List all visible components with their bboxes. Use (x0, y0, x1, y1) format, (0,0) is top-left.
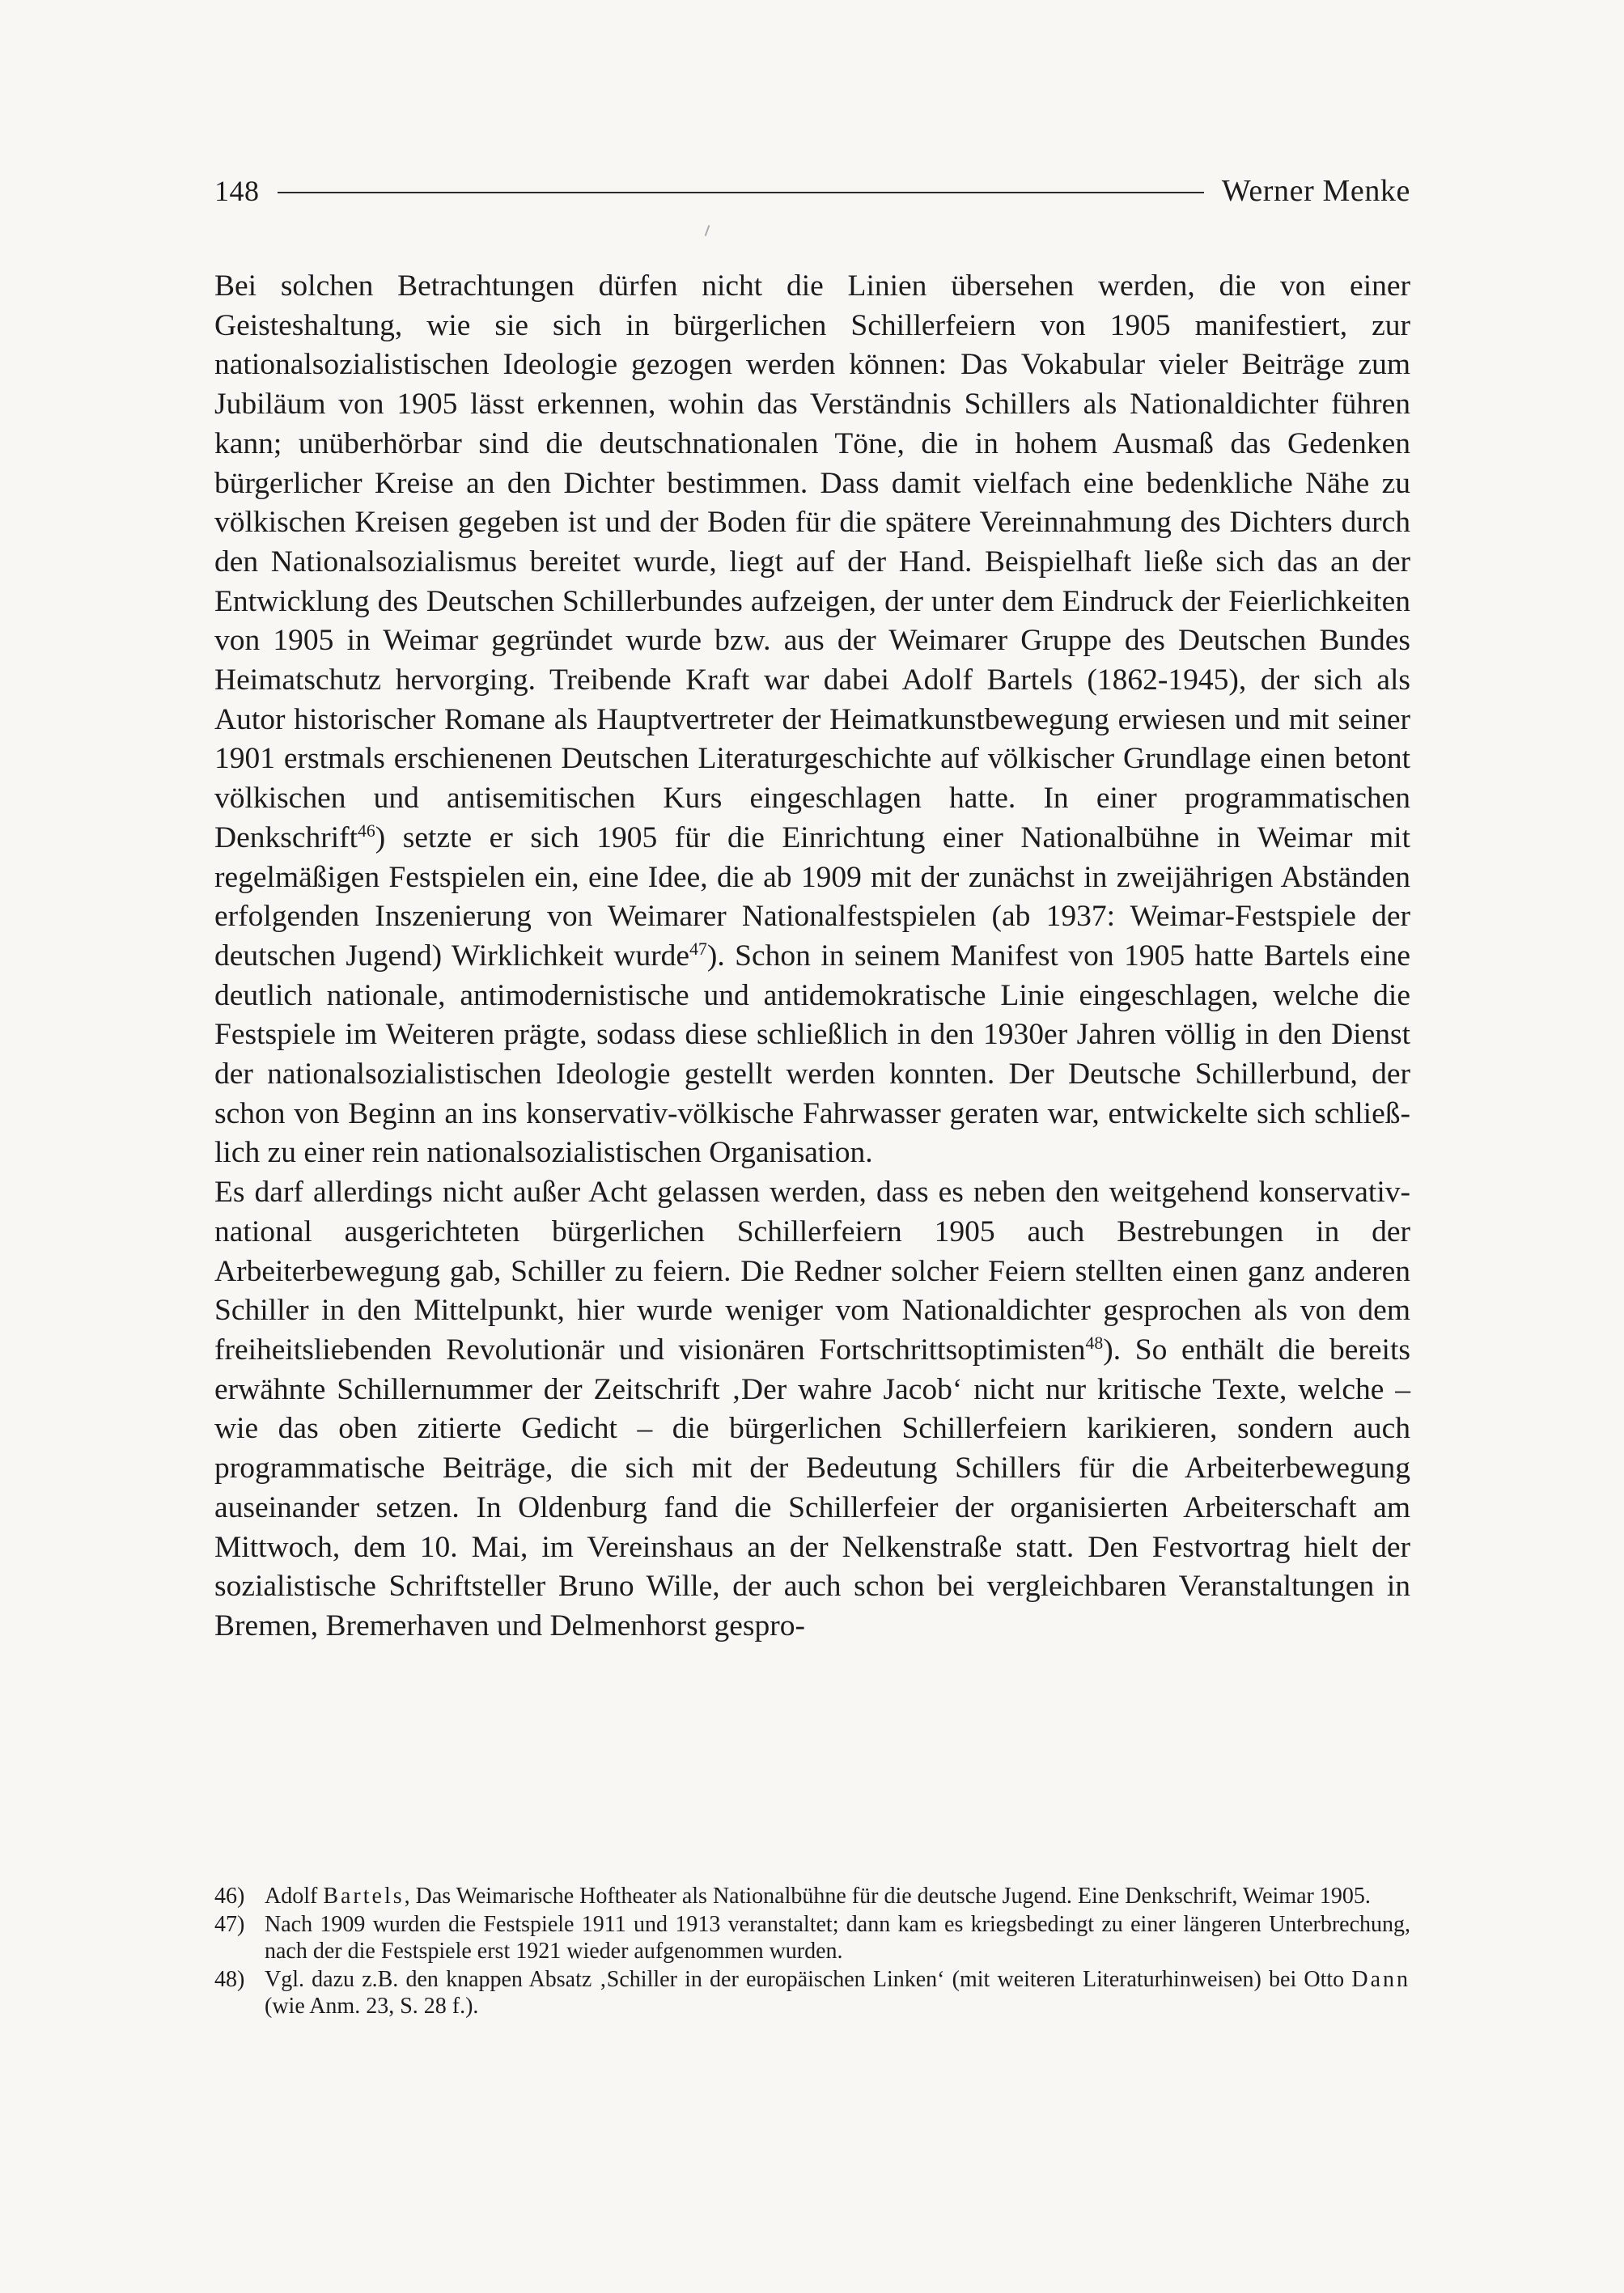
running-header (214, 168, 1410, 214)
footnote-46 (214, 1883, 1410, 1909)
paragraph-1-text-a: Bei solchen Betrachtungen dürfen nicht die Linien übersehen werden, die von einer Geisteshaltung, wie sie sich in bürgerlichen Schillerfeiern von 1905 manifestiert, zur nationalsozialistischen Ideologie gezogen werden können: Das Vokabular vieler Beiträge zum Jubiläum von 1905 lässt erkennen, wohin das Verständnis Schillers als Nationaldichter führen kann; unüberhörbar sind die deutschnationalen Töne, die in hohem Ausmaß das Gedenken bürgerlicher Kreise an den Dichter bestimmen. Dass damit vielfach eine bedenkliche Nähe zu völkischen Kreisen gegeben ist und der Boden für die spätere Vereinnahmung des Dichters durch den Nationalsozialismus bereitet wurde, liegt auf der Hand. Beispielhaft ließe sich das an der Entwicklung des Deutschen Schillerbundes aufzeigen, der unter dem Eindruck der Feierlichkeiten von 1905 in Weimar gegründet wurde bzw. aus der Weimarer Gruppe des Deutschen Bundes Heimatschutz hervorging. Treibende Kraft war dabei Adolf Bartels (1862-1945), der sich als Autor historischer Romane als Hauptvertreter der Heimatkunstbewegung erwiesen und mit seiner 1901 erstmals erschienenen Deutschen Literaturgeschichte auf völkischer Grundlage einen betont völkischen und antisemitischen Kurs eingeschlagen hatte. In einer programmatischen Denkschrift (214, 269, 1410, 854)
footnote-ref-46: 46 (358, 820, 375, 841)
footnote-ref-47: 47 (689, 939, 707, 959)
main-text (214, 267, 1410, 1647)
paragraph-2-text-b: ). So enthält die bereits erwähnte Schillernummer der Zeitschrift ‚Der wahre Jacob‘ nicht nur kritische Texte, welche – wie das oben zitierte Gedicht – die bürgerlichen Schillerfeiern karikieren, sondern auch programmatische Beiträge, die sich mit der Bedeutung Schillers für die Arbeiterbewegung auseinander setzen. In Oldenburg fand die Schillerfeier der organisierten Arbeiterschaft am Mittwoch, dem 10. Mai, im Vereinshaus an der Nelkenstraße statt. Den Festvortrag hielt der sozialistische Schriftsteller Bruno Wille, der auch schon bei vergleichbaren Veranstaltungen in Bremen, Bremerhaven und Delmenhorst gespro- (214, 1333, 1410, 1642)
header-rule (278, 192, 1204, 193)
footnote-ref-48: 48 (1085, 1333, 1104, 1353)
footnote-text-pre: Vgl. dazu z.B. den knappen Absatz ‚Schiller in der europäischen Linken‘ (mit weiteren Literaturhinweisen) bei Otto (265, 1967, 1352, 1992)
footnote-text (265, 1966, 1410, 2020)
footnote-text (265, 1883, 1410, 1909)
footnote-text-post: (wie Anm. 23, S. 28 f.). (265, 1994, 479, 2019)
paragraph-2-text-a: Es darf allerdings nicht außer Acht gelassen werden, dass es neben den weitgehend konservativ-national ausgerichteten bürgerlichen Schillerfeiern 1905 auch Bestrebungen in der Arbeiterbewegung gab, Schiller zu feiern. Die Redner solcher Feiern stellten einen ganz anderen Schiller in den Mittelpunkt, hier wurde weniger vom Nationaldichter gesprochen als von dem freiheitsliebenden Revolutionär und visionären Fortschrittsoptimisten (214, 1176, 1410, 1367)
print-mark (705, 225, 710, 236)
footnote-author-name: Dann (1351, 1967, 1410, 1992)
footnote-text (265, 1911, 1410, 1965)
footnote-text-post: , Das Weimarische Hoftheater als Nationalbühne für die deutsche Jugend. Eine Denkschrift, Weimar 1905. (404, 1884, 1371, 1909)
footnote-number: 46) (214, 1884, 245, 1909)
footnote-text-pre: Nach 1909 wurden die Festspiele 1911 und 1913 veranstaltet; dann kam es kriegsbedingt zu einer längeren Unterbrechung, nach der die Festspiele erst 1921 wieder aufgenommen wurden. (265, 1912, 1410, 1964)
paragraph-1 (214, 267, 1410, 1173)
footnote-number: 47) (214, 1912, 245, 1937)
running-head-author: Werner Menke (1221, 174, 1410, 208)
page-number: 148 (214, 175, 260, 207)
footnote-number: 48) (214, 1967, 245, 1992)
footnotes (214, 1883, 1410, 2021)
footnote-author-name: Bartels (323, 1884, 405, 1909)
footnote-48 (214, 1966, 1410, 2020)
paragraph-2 (214, 1173, 1410, 1646)
footnote-text-pre: Adolf (265, 1884, 324, 1909)
footnote-47 (214, 1911, 1410, 1965)
paragraph-1-text-b: ) setzte er sich 1905 für die Einrichtung einer Nationalbühne in Weimar mit regelmäßigen Festspielen ein, eine Idee, die ab 1909 mit der zunächst in zweijährigen Abständen erfolgenden Inszenierung von Weimarer Nationalfestspielen (ab 1937: Weimar-Festspiele der deutschen Jugend) Wirklichkeit wurde (214, 820, 1410, 973)
paragraph-1-text-c: ). Schon in seinem Manifest von 1905 hatte Bartels eine deutlich nationale, antimodernistische und antidemokratische Linie eingeschlagen, welche die Festspiele im Weiteren prägte, sodass diese schließlich in den 1930er Jahren völlig in den Dienst der nationalsozialistischen Ideologie gestellt werden konnten. Der Deutsche Schillerbund, der schon von Beginn an ins konservativ-völkische Fahrwasser geraten war, entwickelte sich schließlich zu einer rein nationalsozialistischen Organisation. (214, 939, 1410, 1170)
